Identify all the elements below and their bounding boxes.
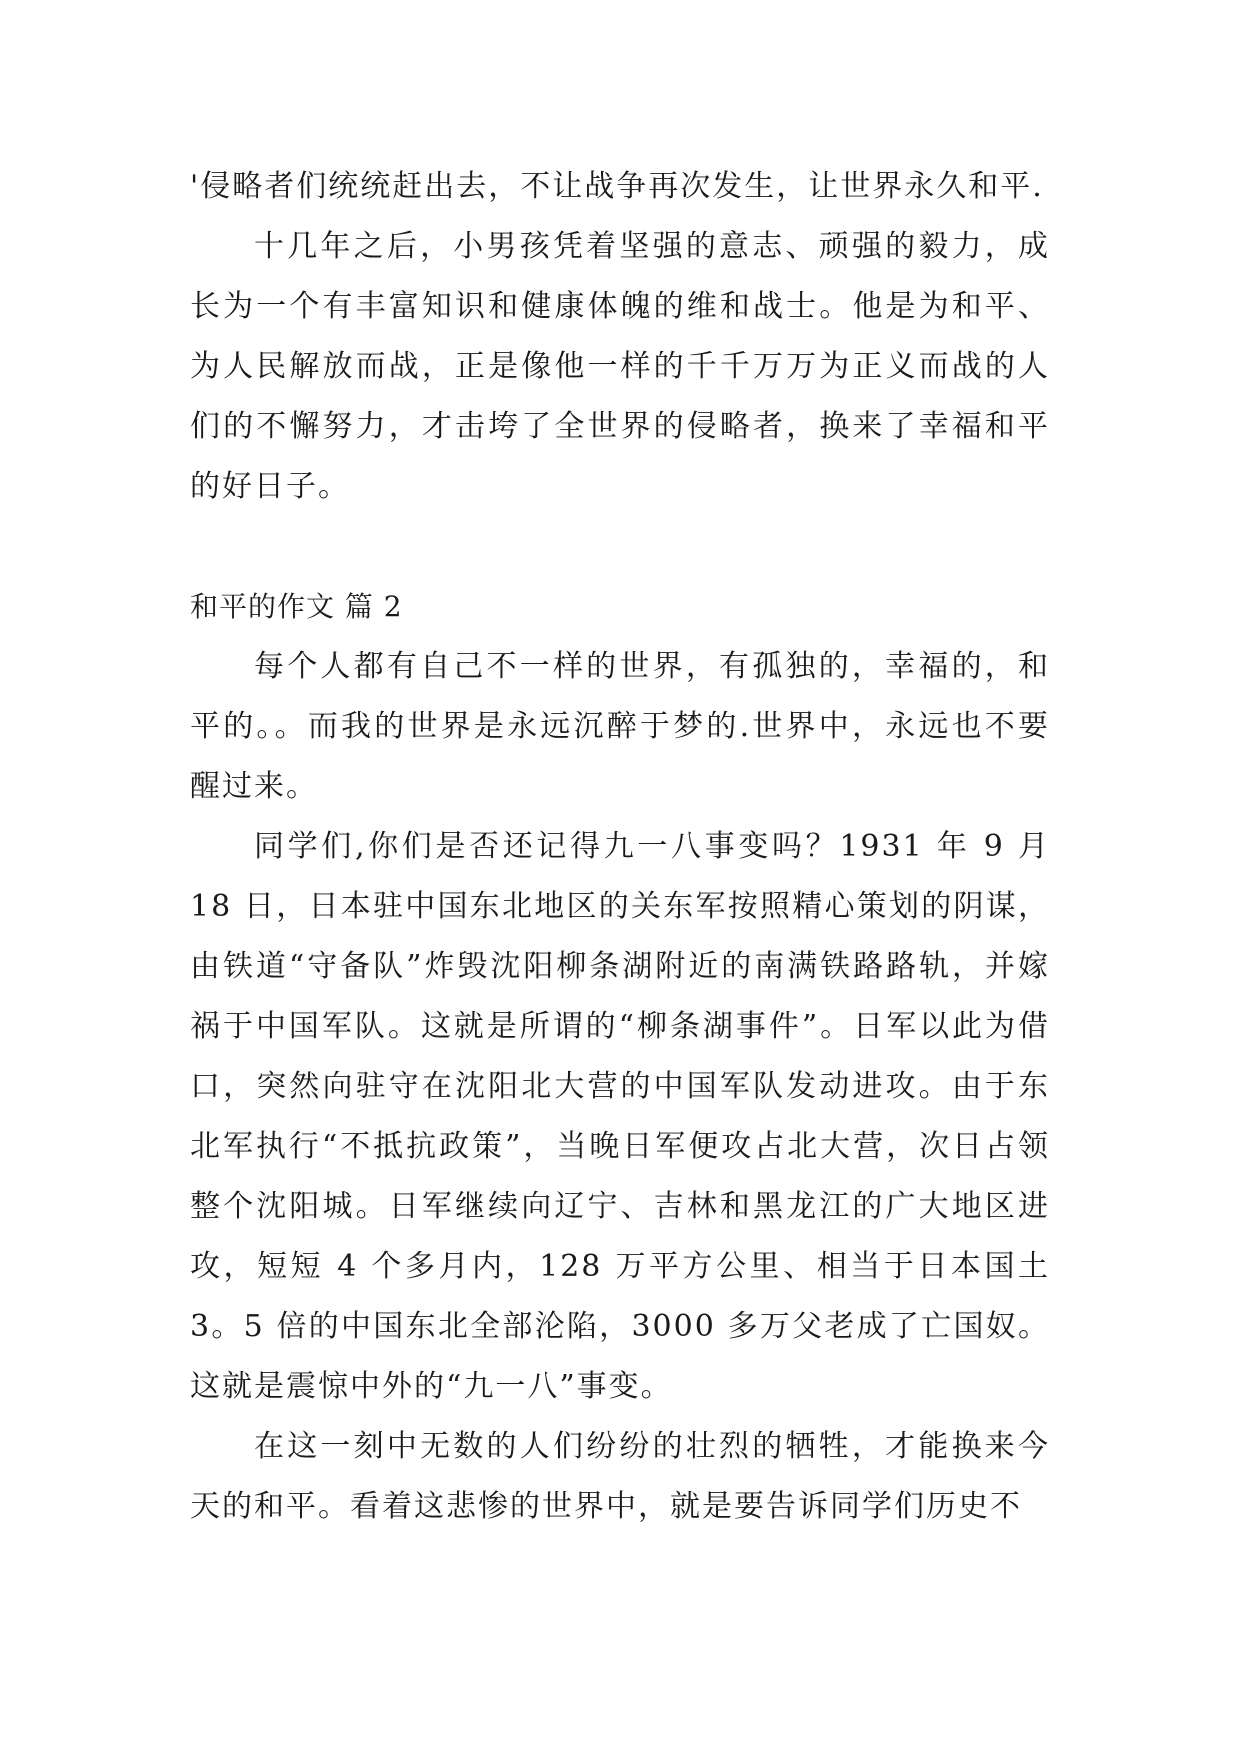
paragraph-own-world: 每个人都有自己不一样的世界，有孤独的，幸福的，和平的。。而我的世界是永远沉醉于梦的.世界中，永远也不要醒过来。 bbox=[190, 649, 1050, 804]
paragraph-sacrifice: 在这一刻中无数的人们纷纷的壮烈的牺牲，才能换来今天的和平。看着这悲惨的世界中，就是要告诉同学们历史不 bbox=[190, 1429, 1050, 1524]
section-spacer bbox=[190, 517, 1050, 577]
document-body bbox=[190, 157, 1050, 1537]
paragraph-continued: '侵略者们统统赶出去，不让战争再次发生，让世界永久和平. bbox=[190, 169, 1044, 204]
section-heading: 和平的作文 篇 2 bbox=[190, 590, 403, 623]
paragraph-918-incident: 同学们,你们是否还记得九一八事变吗？1931 年 9 月 18 日，日本驻中国东北地区的关东军按照精心策划的阴谋，由铁道“守备队”炸毁沈阳柳条湖附近的南满铁路路轨，并嫁祸于中国军队。这就是所谓的“柳条湖事件”。日军以此为借口，突然向驻守在沈阳北大营的中国军队发动进攻。由于东北军执行“不抵抗政策”，当晚日军便攻占北大营，次日占领整个沈阳城。日军继续向辽宁、吉林和黑龙江的广大地区进攻，短短 4 个多月内，128 万平方公里、相当于日本国土 3。5 倍的中国东北全部沦陷，3000 多万父老成了亡国奴。这就是震惊中外的“九一八”事变。 bbox=[190, 829, 1050, 1404]
paragraph-boy-grows-up: 十几年之后，小男孩凭着坚强的意志、顽强的毅力，成长为一个有丰富知识和健康体魄的维和战士。他是为和平、为人民解放而战，正是像他一样的千千万万为正义而战的人们的不懈努力，才击垮了全世界的侵略者，换来了幸福和平的好日子。 bbox=[190, 229, 1050, 504]
